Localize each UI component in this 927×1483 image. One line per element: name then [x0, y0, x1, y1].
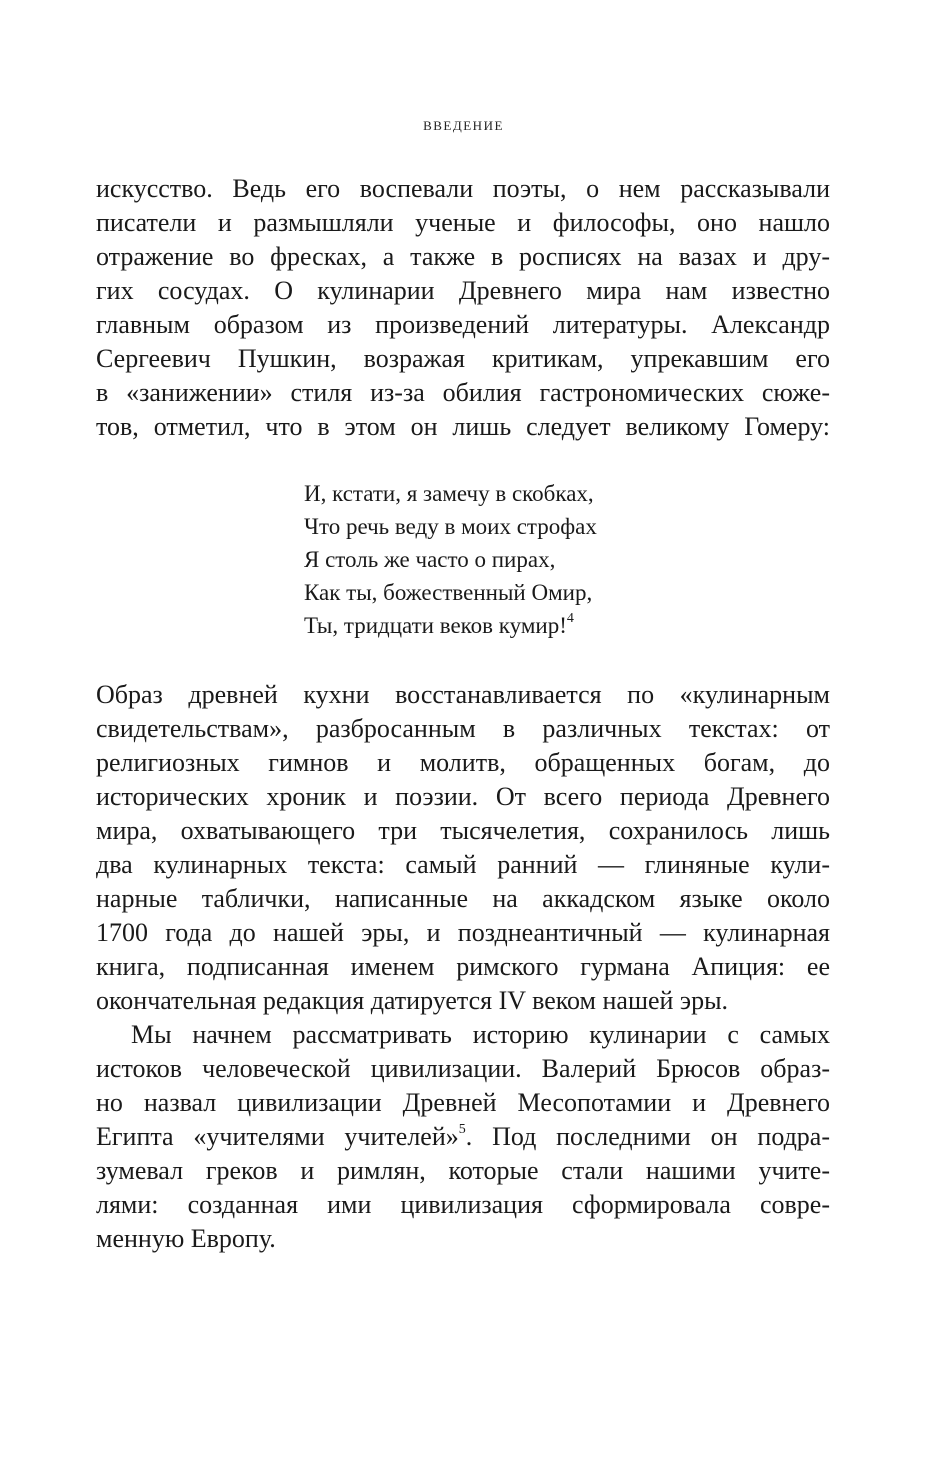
verse-line: Я столь же часто о пирах, — [304, 547, 556, 572]
text-line-with-footnote — [96, 1120, 830, 1154]
text-line: исторических хроник и поэзии. От всего периода Древнего — [96, 782, 830, 811]
text-line: окончательная редакция датируется IV веком нашей эры. — [96, 986, 729, 1015]
text-line: главным образом из произведений литературы. Александр — [96, 310, 830, 339]
text-line: искусство. Ведь его воспевали поэты, о нем рассказывали — [96, 174, 830, 203]
text-line: 1700 года до нашей эры, и позднеантичный — кулинарная — [96, 918, 830, 947]
text-line: зумевал греков и римлян, которые стали нашими учите- — [96, 1156, 830, 1185]
text-line: Образ древней кухни восстанавливается по «кулинарным — [96, 680, 830, 709]
verse-line-last — [304, 610, 574, 641]
running-head: ВВЕДЕНИЕ — [423, 118, 504, 133]
text-line: Сергеевич Пушкин, возражая критикам, упрекавшим его — [96, 344, 830, 373]
text-line: мира, охватывающего три тысячелетия, сохранилось лишь — [96, 816, 830, 845]
text-line: в «занижении» стиля из-за обилия гастрономических сюже- — [96, 378, 830, 407]
text-segment: Египта «учителями учителей» — [96, 1122, 459, 1151]
text-line: истоков человеческой цивилизации. Валерий Брюсов образ- — [96, 1054, 830, 1083]
footnote-ref: 4 — [566, 611, 574, 627]
verse-line: И, кстати, я замечу в скобках, — [304, 481, 594, 506]
text-line: лями: созданная ими цивилизация сформировала совре- — [96, 1190, 830, 1219]
text-line: менную Европу. — [96, 1224, 276, 1253]
text-line: отражение во фресках, а также в росписях на вазах и дру- — [96, 242, 830, 271]
footnote-ref: 5 — [458, 1122, 466, 1138]
text-line: книга, подписанная именем римского гурмана Апиция: ее — [96, 952, 830, 981]
text-line: гих сосудах. О кулинарии Древнего мира нам известно — [96, 276, 830, 305]
verse-text: Ты, тридцати веков кумир! — [304, 613, 567, 638]
verse-line: Что речь веду в моих строфах — [304, 514, 597, 539]
text-line: писатели и размышляли ученые и философы, оно нашло — [96, 208, 830, 237]
text-line: Мы начнем рассматривать историю кулинарии с самых — [131, 1020, 830, 1049]
text-line: нарные таблички, написанные на аккадском языке около — [96, 884, 830, 913]
text-line: тов, отметил, что в этом он лишь следует великому Гомеру: — [96, 412, 830, 441]
text-line: два кулинарных текста: самый ранний — глиняные кули- — [96, 850, 830, 879]
text-line: свидетельствам», разбросанным в различных текстах: от — [96, 714, 830, 743]
text-line: но назвал цивилизации Древней Месопотамии и Древнего — [96, 1088, 830, 1117]
text-segment: . Под последними он подра- — [465, 1122, 830, 1151]
text-line: религиозных гимнов и молитв, обращенных богам, до — [96, 748, 830, 777]
verse-line: Как ты, божественный Омир, — [304, 580, 593, 605]
